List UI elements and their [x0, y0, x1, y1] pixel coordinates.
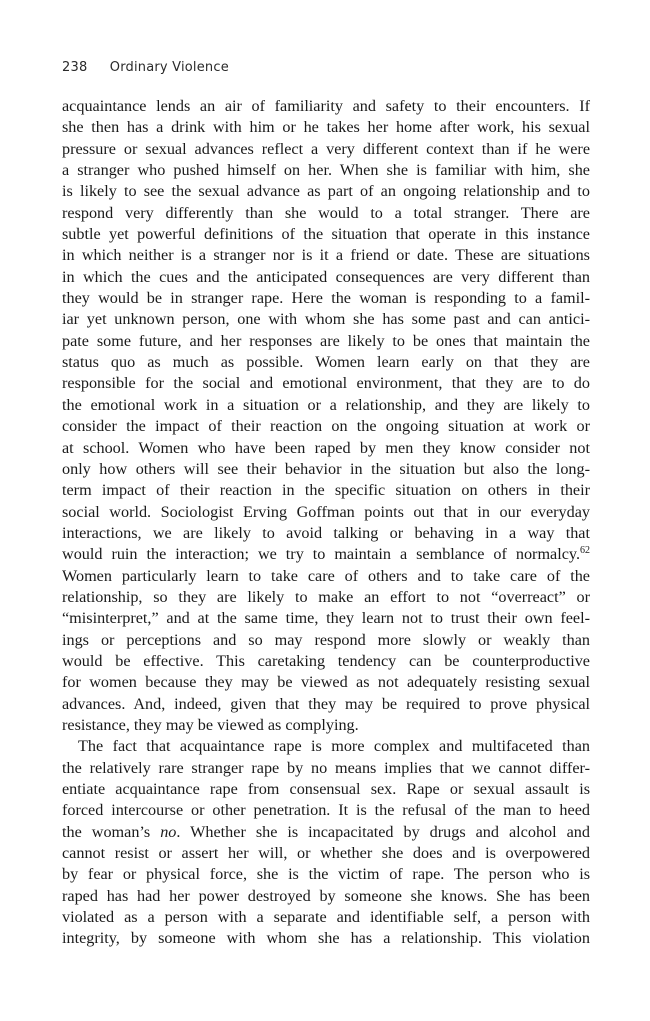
text-line: by fear or physical force, she is the victim of rape. The person who is: [62, 865, 590, 884]
text-line: would be effective. This caretaking tendency can be counterproductive: [62, 651, 590, 670]
text-line: interactions, we are likely to avoid talking or behaving in a way that: [62, 523, 590, 542]
text-line: pressure or sexual advances reflect a very different context than if he were: [62, 139, 590, 158]
text-line: ings or perceptions and so may respond more slowly or weakly than: [62, 630, 590, 649]
text-line: for women because they may be viewed as not adequately resisting sexual: [62, 673, 590, 692]
text-line: resistance, they may be viewed as complying.: [62, 715, 359, 734]
text-line: respond very differently than she would to a total stranger. There are: [62, 203, 590, 222]
running-title: Ordinary Violence: [109, 60, 229, 75]
text-line: forced intercourse or other penetration. It is the refusal of the man to heed: [62, 801, 590, 820]
text-line: subtle yet powerful definitions of the situation that operate in this instance: [62, 225, 590, 244]
text-line: integrity, by someone with whom she has a relationship. This violation: [62, 929, 590, 948]
endnote-reference: 62: [580, 545, 590, 557]
text-line-start: the woman’s: [62, 822, 161, 841]
text-line: consider the impact of their reaction on the ongoing situation at work or: [62, 417, 590, 436]
text-line: the emotional work in a situation or a relationship, and they are likely to: [62, 395, 590, 414]
text-line: they would be in stranger rape. Here the woman is responding to a famil-: [62, 289, 590, 308]
text-line: social world. Sociologist Erving Goffman points out that in our everyday: [62, 502, 590, 521]
text-line: raped has had her power destroyed by someone she knows. She has been: [62, 886, 590, 905]
emphasized-word: no: [160, 822, 177, 841]
running-header: [62, 58, 590, 78]
text-line: entiate acquaintance rape from consensual sex. Rape or sexual assault is: [62, 780, 590, 798]
text-line: status quo as much as possible. Women learn early on that they are: [62, 353, 590, 372]
text-line: the relatively rare stranger rape by no means implies that we cannot differ-: [62, 758, 590, 777]
text-line: iar yet unknown person, one with whom she has some past and can antici-: [62, 310, 590, 329]
text-line: relationship, so they are likely to make an effort to not “overreact” or: [62, 587, 590, 606]
text-line: at school. Women who have been raped by men they know consider not: [62, 438, 590, 457]
paragraph-2: [62, 736, 590, 949]
text-line: Women particularly learn to take care of others and to take care of the: [62, 566, 590, 585]
text-line: term impact of their reaction in the specific situation on others in their: [62, 481, 590, 500]
text-line: “misinterpret,” and at the same time, they learn not to trust their own feel-: [62, 609, 590, 628]
book-page: [62, 58, 590, 950]
text-line: advances. And, indeed, given that they may be required to prove physical: [62, 694, 590, 713]
text-line: in which neither is a stranger nor is it a friend or date. These are situations: [62, 246, 590, 265]
paragraph-1: [62, 96, 590, 736]
text-line: violated as a person with a separate and identifiable self, a person with: [62, 908, 590, 927]
text-line-end: . Whether she is incapacitated by drugs and alcohol and: [176, 822, 590, 841]
text-line: The fact that acquaintance rape is more complex and multifaceted than: [78, 737, 590, 756]
text-line: acquaintance lends an air of familiarity and safety to their encounters. If: [62, 97, 590, 115]
text-line-with-emphasis: [62, 822, 590, 843]
body-text: [62, 96, 590, 950]
text-line: responsible for the social and emotional environment, that they are to do: [62, 374, 590, 393]
text-line-with-note: [62, 544, 590, 565]
text-line: cannot resist or assert her will, or whether she does and is overpowered: [62, 844, 590, 863]
text-line-content: would ruin the interaction; we try to maintain a semblance of normalcy.: [62, 545, 580, 564]
page-number: 238: [62, 60, 88, 75]
text-line: pate some future, and her responses are likely to be ones that maintain the: [62, 331, 590, 350]
text-line: she then has a drink with him or he takes her home after work, his sexual: [62, 118, 590, 137]
text-line: only how others will see their behavior in the situation but also the long-: [62, 459, 590, 478]
text-line: in which the cues and the anticipated consequences are very different than: [62, 267, 590, 286]
text-line: is likely to see the sexual advance as part of an ongoing relationship and to: [62, 182, 590, 201]
text-line: a stranger who pushed himself on her. When she is familiar with him, she: [62, 161, 590, 180]
